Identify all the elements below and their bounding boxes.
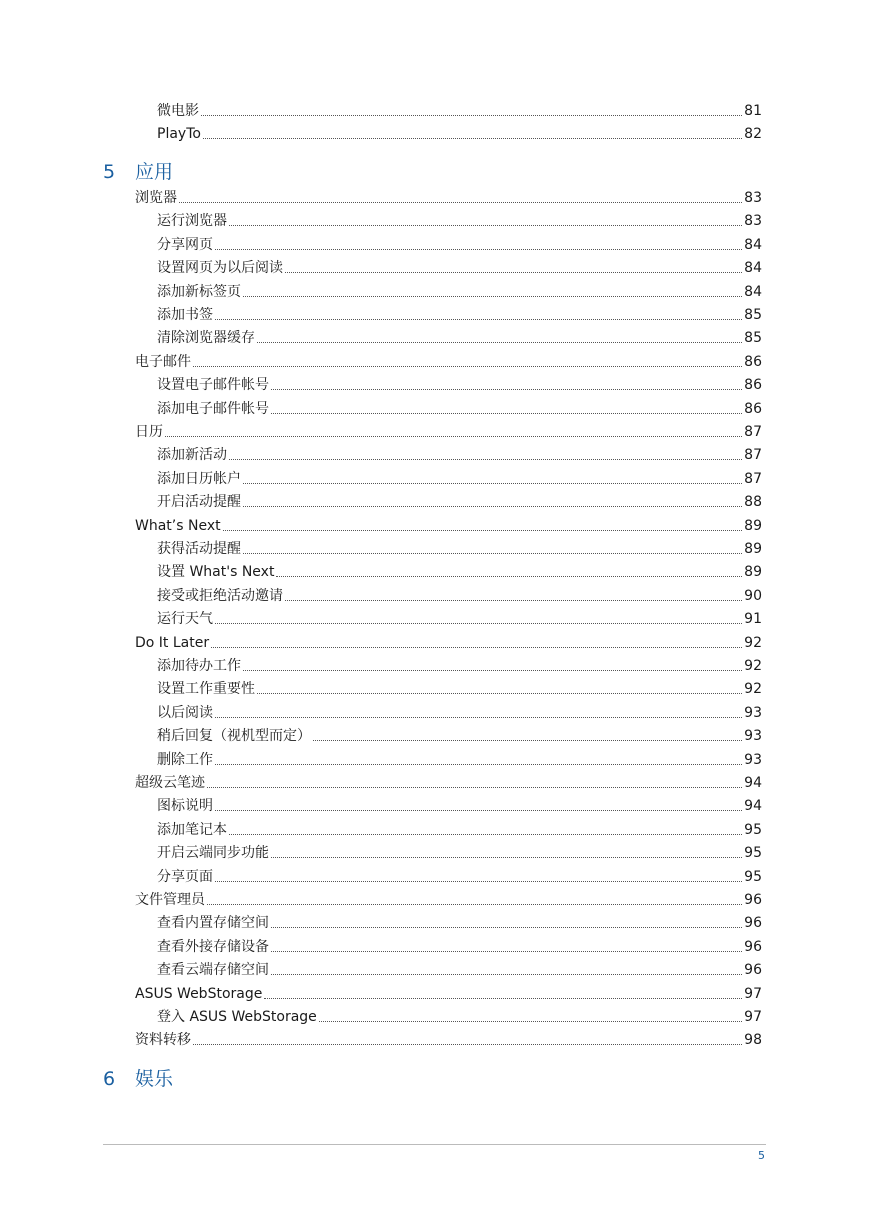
toc-entry-label: 添加日历帐户 [157, 470, 241, 487]
toc-entry-page: 82 [744, 126, 762, 142]
toc-entry-page: 85 [744, 330, 762, 347]
chapter-number: 6 [103, 1068, 116, 1090]
toc-entry[interactable] [157, 868, 762, 886]
toc-entry-page: 84 [744, 260, 762, 277]
dot-leader [313, 739, 742, 741]
toc-entry-page: 96 [744, 938, 762, 955]
chapter-title: 娱乐 [135, 1068, 174, 1090]
toc-entry-page: 83 [744, 190, 762, 206]
toc-entry[interactable] [157, 821, 762, 839]
toc-entry[interactable] [157, 1008, 762, 1026]
chapter-number: 5 [103, 161, 116, 183]
dot-leader [229, 833, 742, 835]
toc-entry-label: Do It Later [135, 634, 210, 651]
toc-entry-page: 86 [744, 377, 762, 394]
toc-entry-page: 81 [744, 103, 762, 119]
dot-leader [215, 318, 742, 320]
dot-leader [257, 341, 742, 343]
dot-leader [271, 926, 742, 928]
toc-entry-label: 文件管理员 [135, 892, 205, 908]
toc-entry[interactable] [135, 985, 762, 1003]
dot-leader [276, 575, 742, 577]
toc-entry[interactable] [157, 844, 762, 862]
footer-page-number: 5 [758, 1149, 765, 1162]
toc-entry[interactable] [157, 329, 762, 347]
toc-entry-page: 95 [744, 845, 762, 862]
toc-entry-label: 设置电子邮件帐号 [157, 377, 269, 394]
toc-entry-page: 94 [744, 798, 762, 815]
toc-entry[interactable] [157, 563, 762, 581]
toc-entry-label: 开启云端同步功能 [157, 845, 269, 862]
toc-entry[interactable] [157, 376, 762, 394]
toc-entry[interactable] [157, 259, 762, 277]
toc-entry-label: 查看云端存储空间 [157, 962, 269, 979]
dot-leader [243, 552, 742, 554]
toc-entry-page: 84 [744, 283, 762, 300]
toc-entry[interactable] [135, 774, 762, 792]
dot-leader [271, 950, 742, 952]
dot-leader [215, 809, 742, 811]
toc-entry-label: What’s Next [135, 517, 221, 534]
toc-entry-label: 分享页面 [157, 868, 213, 885]
toc-entry[interactable] [157, 587, 762, 605]
toc-entry-label: 设置网页为以后阅读 [157, 260, 283, 277]
toc-entry-label: 接受或拒绝活动邀请 [157, 587, 283, 604]
dot-leader [215, 622, 742, 624]
toc-entry-page: 83 [744, 213, 762, 230]
toc-entry[interactable] [157, 657, 762, 675]
toc-entry-label: 运行天气 [157, 611, 213, 628]
toc-entry-label: 添加书签 [157, 307, 213, 323]
toc-entry-label: 清除浏览器缓存 [157, 330, 255, 347]
toc-entry[interactable] [157, 125, 762, 143]
dot-leader [229, 224, 742, 226]
toc-entry[interactable] [135, 353, 762, 371]
toc-entry-label: 添加电子邮件帐号 [157, 400, 269, 417]
toc-entry[interactable] [157, 610, 762, 628]
toc-entry-page: 96 [744, 915, 762, 932]
toc-entry-label: ASUS WebStorage [135, 985, 263, 1002]
toc-entry-label: 查看内置存储空间 [157, 915, 269, 932]
toc-entry-label: 开启活动提醒 [157, 494, 241, 511]
toc-entry-label: 以后阅读 [157, 704, 213, 721]
toc-entry-label: 添加笔记本 [157, 821, 227, 838]
toc-entry[interactable] [157, 938, 762, 956]
toc-entry[interactable] [157, 212, 762, 230]
toc-entry[interactable] [135, 189, 762, 207]
dot-leader [207, 903, 742, 905]
dot-leader [215, 763, 742, 765]
dot-leader [215, 716, 742, 718]
toc-entry-page: 93 [744, 751, 762, 768]
toc-entry-label: 超级云笔迹 [135, 775, 205, 791]
toc-entry-page: 92 [744, 658, 762, 674]
toc-entry-page: 96 [744, 962, 762, 979]
toc-entry[interactable] [157, 306, 762, 324]
toc-entry-page: 93 [744, 704, 762, 721]
toc-entry[interactable] [157, 680, 762, 698]
toc-entry[interactable] [135, 517, 762, 535]
toc-entry-label: 删除工作 [157, 751, 213, 768]
toc-entry[interactable] [157, 727, 762, 745]
dot-leader [243, 482, 742, 484]
toc-entry-label: 登入 ASUS WebStorage [157, 1009, 317, 1025]
dot-leader [271, 412, 742, 414]
toc-entry-label: 资料转移 [135, 1032, 191, 1049]
dot-leader [193, 365, 742, 367]
toc-entry-page: 89 [744, 564, 762, 581]
toc-entry-label: 图标说明 [157, 798, 213, 815]
toc-entry[interactable] [135, 891, 762, 909]
toc-entry-page: 96 [744, 892, 762, 908]
toc-entry-page: 95 [744, 868, 762, 885]
toc-entry-label: 获得活动提醒 [157, 541, 241, 557]
toc-entry-label: 电子邮件 [135, 353, 191, 370]
toc-entry-page: 89 [744, 541, 762, 557]
toc-entry-page: 97 [744, 985, 762, 1002]
dot-leader [271, 973, 742, 975]
toc-entry[interactable] [157, 470, 762, 488]
dot-leader [215, 248, 742, 250]
toc-entry-page: 85 [744, 307, 762, 323]
chapter-title: 应用 [135, 161, 174, 183]
toc-entry[interactable] [157, 102, 762, 120]
toc-entry-label: 微电影 [157, 103, 199, 119]
toc-entry-label: 稍后回复（视机型而定） [157, 728, 311, 745]
chapter-5-heading [103, 160, 173, 184]
toc-entry-page: 84 [744, 236, 762, 253]
dot-leader [229, 458, 742, 460]
toc-entry[interactable] [157, 540, 762, 558]
toc-entry[interactable] [157, 751, 762, 769]
toc-entry-page: 95 [744, 821, 762, 838]
dot-leader [243, 505, 742, 507]
toc-entry[interactable] [157, 914, 762, 932]
toc-entry-label: 添加待办工作 [157, 658, 241, 674]
dot-leader [243, 669, 742, 671]
toc-entry[interactable] [135, 423, 762, 441]
toc-entry[interactable] [157, 283, 762, 301]
toc-entry-page: 92 [744, 681, 762, 698]
toc-entry-page: 86 [744, 353, 762, 370]
dot-leader [179, 201, 742, 203]
toc-entry-label: 设置工作重要性 [157, 681, 255, 698]
toc-entry[interactable] [157, 400, 762, 418]
toc-entry[interactable] [135, 1031, 762, 1049]
dot-leader [257, 692, 742, 694]
toc-entry-label: 浏览器 [135, 190, 177, 206]
toc-entry-page: 91 [744, 611, 762, 628]
toc-entry-label: 添加新标签页 [157, 283, 241, 300]
toc-entry-label: 运行浏览器 [157, 213, 227, 230]
toc-entry-label: PlayTo [157, 126, 201, 142]
dot-leader [201, 114, 742, 116]
toc-entry-page: 87 [744, 447, 762, 464]
toc-entry-label: 查看外接存储设备 [157, 938, 269, 955]
toc-entry-page: 92 [744, 634, 762, 651]
dot-leader [285, 599, 742, 601]
dot-leader [211, 646, 742, 648]
dot-leader [165, 435, 742, 437]
toc-entry-page: 97 [744, 1009, 762, 1025]
toc-entry-page: 89 [744, 517, 762, 534]
toc-entry-label: 日历 [135, 424, 163, 440]
dot-leader [285, 271, 742, 273]
toc-entry[interactable] [157, 493, 762, 511]
toc-entry[interactable] [135, 634, 762, 652]
toc-entry-page: 94 [744, 775, 762, 791]
dot-leader [203, 137, 742, 139]
toc-entry-page: 98 [744, 1032, 762, 1049]
toc-entry[interactable] [157, 446, 762, 464]
dot-leader [271, 388, 742, 390]
toc-entry-page: 93 [744, 728, 762, 745]
toc-entry[interactable] [157, 797, 762, 815]
dot-leader [243, 295, 742, 297]
toc-entry-page: 87 [744, 470, 762, 487]
chapter-6-heading [103, 1067, 173, 1091]
dot-leader [319, 1020, 742, 1022]
toc-entry-label: 分享网页 [157, 236, 213, 253]
dot-leader [223, 529, 743, 531]
toc-entry[interactable] [157, 961, 762, 979]
toc-entry-page: 90 [744, 587, 762, 604]
toc-entry-label: 设置 What's Next [157, 564, 275, 581]
toc-entry-page: 88 [744, 494, 762, 511]
dot-leader [271, 856, 742, 858]
toc-entry-page: 86 [744, 400, 762, 417]
dot-leader [193, 1043, 742, 1045]
dot-leader [264, 997, 742, 999]
toc-entry[interactable] [157, 236, 762, 254]
footer-divider [103, 1144, 766, 1145]
dot-leader [215, 880, 742, 882]
toc-entry-label: 添加新活动 [157, 447, 227, 464]
toc-entry-page: 87 [744, 424, 762, 440]
dot-leader [207, 786, 742, 788]
toc-entry[interactable] [157, 704, 762, 722]
